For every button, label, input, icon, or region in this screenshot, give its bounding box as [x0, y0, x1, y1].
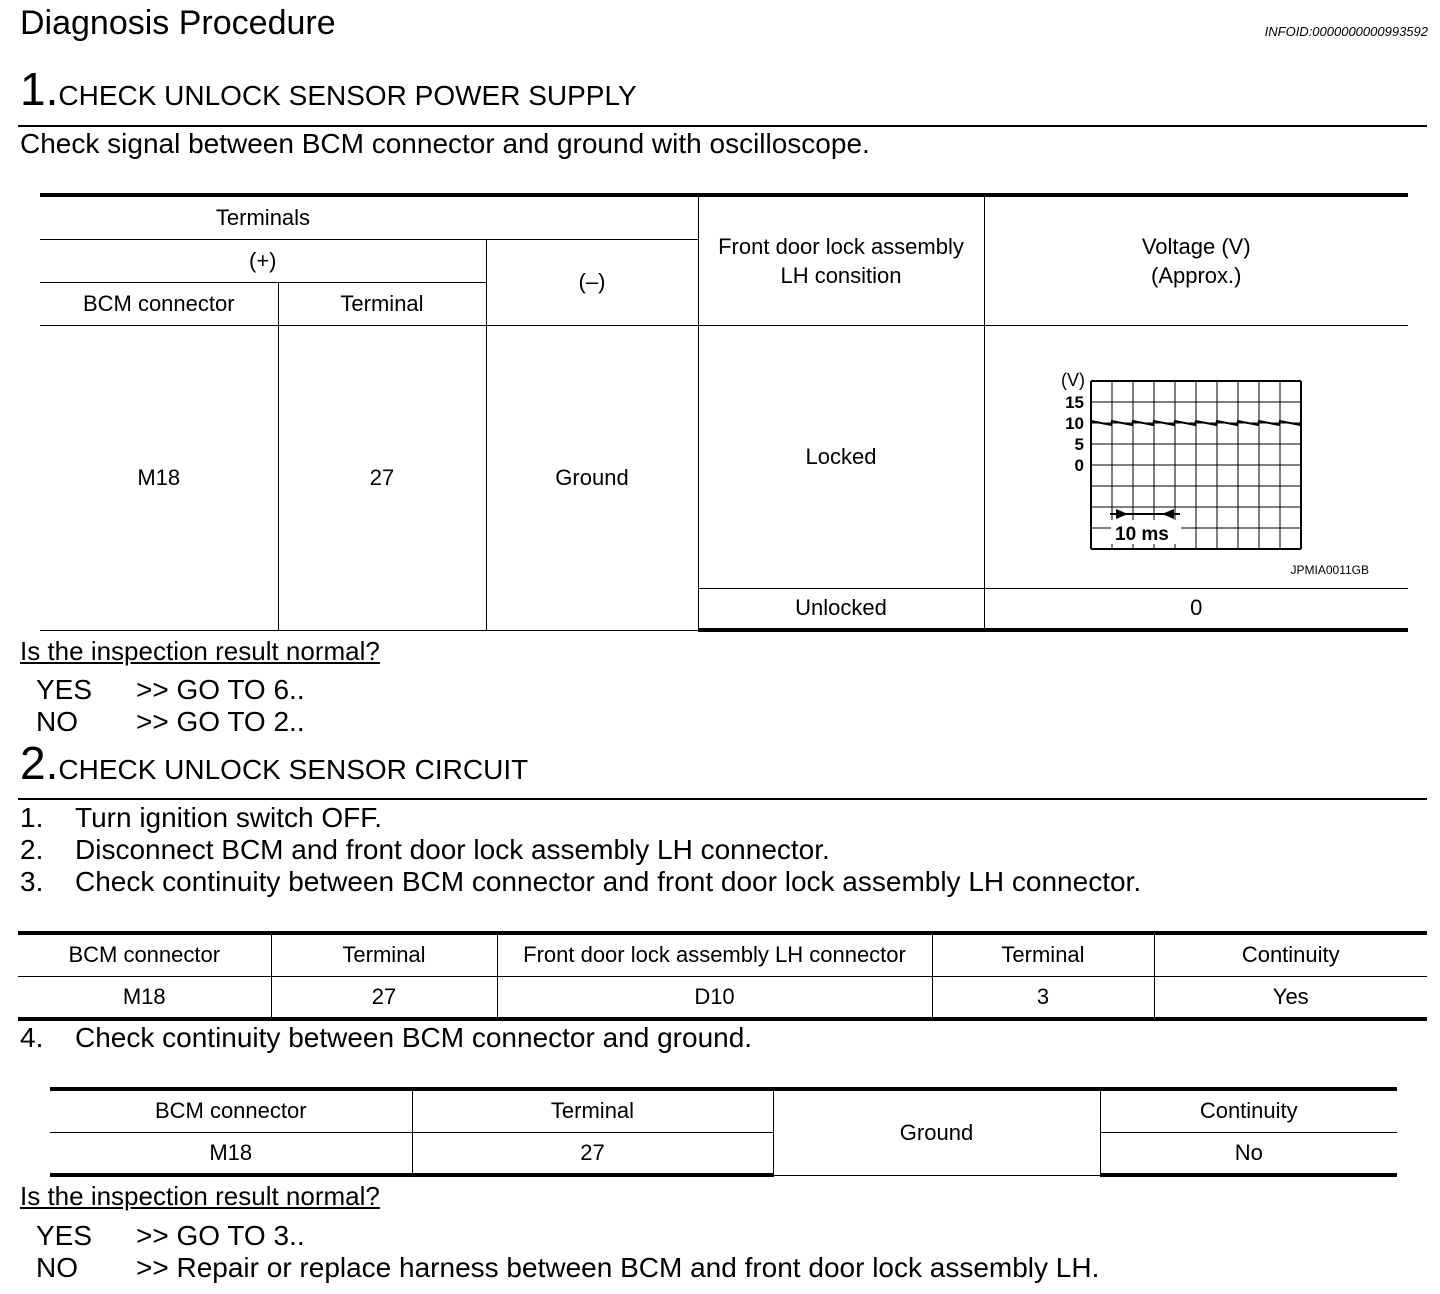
step2-item-4: 4. Check continuity between BCM connector and ground.	[20, 1022, 753, 1053]
header-plus-cell	[40, 239, 486, 282]
yes-label: YES	[36, 674, 93, 705]
yes-action: >> GO TO 3..	[136, 1220, 305, 1251]
scope-wave	[1091, 421, 1301, 425]
header-voltage: Voltage (V) (Approx.)	[1141, 233, 1251, 288]
step1-yes	[36, 674, 305, 706]
cell-terminal: 27	[278, 325, 486, 630]
cell-locked: Locked	[698, 325, 984, 588]
continuity-table-ground	[50, 1087, 1397, 1177]
step2-heading	[20, 736, 528, 790]
scope-tick-0: 0	[1074, 455, 1084, 475]
no-label: NO	[36, 1252, 78, 1283]
header-bcm-connector: BCM connector	[40, 282, 278, 325]
t2-h-bcm: BCM connector	[50, 1089, 412, 1132]
header-terminals-cell	[40, 195, 486, 239]
oscilloscope-figure	[985, 326, 1409, 588]
step1-title: CHECK UNLOCK SENSOR POWER SUPPLY	[58, 80, 637, 111]
step1-heading	[20, 62, 637, 116]
step1-question: Is the inspection result normal?	[20, 636, 380, 666]
header-terminal: Terminal	[278, 282, 486, 325]
step2-no	[36, 1252, 1099, 1284]
step2-item-3: 3. Check continuity between BCM connector and front door lock assembly LH connector.	[20, 866, 1142, 897]
header-minus-cell	[486, 239, 698, 325]
step1-divider	[18, 125, 1427, 127]
step2-question: Is the inspection result normal?	[20, 1181, 380, 1211]
cell-unlocked-voltage: 0	[984, 588, 1408, 630]
step2-number: 2.	[20, 737, 59, 789]
waveform-line	[1091, 421, 1301, 425]
header-condition-cell	[698, 195, 984, 325]
step2-yes	[36, 1220, 305, 1252]
scope-unit: (V)	[1060, 369, 1085, 390]
scope-tick-5: 5	[1074, 434, 1084, 454]
time-span-marker	[1110, 509, 1180, 519]
step1-number: 1.	[20, 63, 59, 115]
step1-instruction: Check signal between BCM connector and ground with oscilloscope.	[20, 128, 870, 159]
scope-tick-15: 15	[1064, 392, 1084, 412]
no-label: NO	[36, 706, 78, 737]
step2-item-2: 2. Disconnect BCM and front door lock assembly LH connector.	[20, 834, 830, 865]
info-id: INFOID:0000000000993592	[1264, 24, 1428, 39]
t1-h-terminal2: Terminal	[932, 933, 1154, 976]
yes-label: YES	[36, 1220, 93, 1251]
t2-ground: Ground	[773, 1089, 1100, 1175]
t1-terminal: 27	[271, 976, 497, 1019]
header-terminals: Terminals	[215, 204, 311, 230]
step2-title: CHECK UNLOCK SENSOR CIRCUIT	[58, 754, 529, 785]
oscilloscope-waveform	[985, 326, 1408, 588]
t2-h-terminal: Terminal	[412, 1089, 773, 1132]
header-condition: Front door lock assembly LH consition	[718, 233, 964, 288]
t1-bcm: M18	[18, 976, 271, 1019]
scope-image-code: JPMIA0011GB	[1290, 562, 1369, 577]
t1-h-lock-connector: Front door lock assembly LH connector	[497, 933, 932, 976]
t2-continuity: No	[1100, 1132, 1397, 1175]
t2-terminal: 27	[412, 1132, 773, 1175]
cell-waveform	[984, 325, 1408, 588]
t1-terminal2: 3	[932, 976, 1154, 1019]
step2-item-1: 1. Turn ignition switch OFF.	[20, 802, 383, 833]
t1-h-continuity: Continuity	[1154, 933, 1427, 976]
header-plus: (+)	[249, 247, 277, 273]
scope-tick-10: 10	[1064, 413, 1084, 433]
step2-divider	[18, 798, 1427, 800]
step1-no	[36, 706, 305, 738]
scope-time-label: 10 ms	[1114, 523, 1169, 545]
header-minus: (–)	[578, 269, 606, 294]
t1-lock-connector: D10	[497, 976, 932, 1019]
continuity-table-connector	[18, 931, 1427, 1021]
cell-ground: Ground	[486, 325, 698, 630]
t1-h-bcm: BCM connector	[18, 933, 271, 976]
header-voltage-cell	[984, 195, 1408, 325]
t2-h-continuity: Continuity	[1100, 1089, 1397, 1132]
t1-continuity: Yes	[1154, 976, 1427, 1019]
no-action: >> Repair or replace harness between BCM and front door lock assembly LH.	[136, 1252, 1100, 1283]
t1-h-terminal: Terminal	[271, 933, 497, 976]
yes-action: >> GO TO 6..	[136, 674, 305, 705]
no-action: >> GO TO 2..	[136, 706, 305, 737]
page-title: Diagnosis Procedure	[20, 4, 336, 42]
cell-unlocked: Unlocked	[698, 588, 984, 630]
cell-connector: M18	[40, 325, 278, 630]
t2-bcm: M18	[50, 1132, 412, 1175]
oscilloscope-table	[40, 193, 1408, 632]
